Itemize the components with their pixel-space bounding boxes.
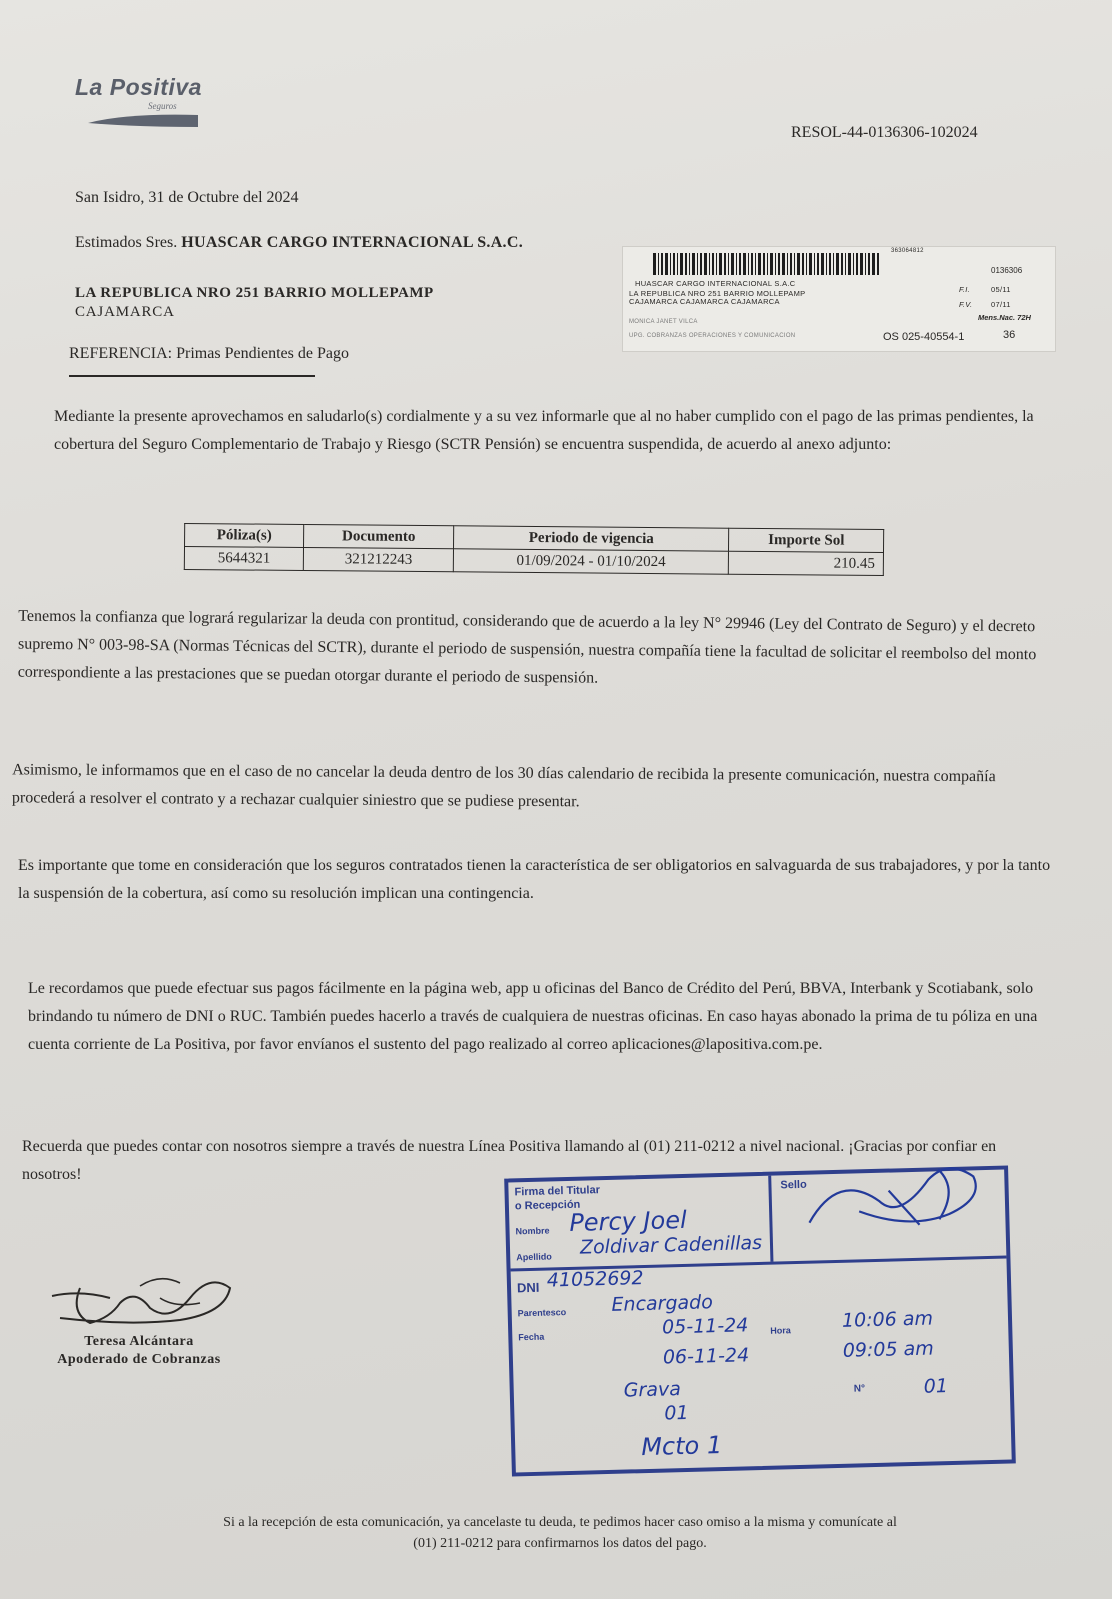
stamp-nombre-label: Nombre — [515, 1225, 550, 1237]
stamp-hora-label: Hora — [770, 1325, 791, 1336]
label-fv-value: 07/11 — [991, 300, 1011, 309]
stamp-divider — [768, 1176, 773, 1262]
label-fi-label: F.I. — [959, 285, 971, 294]
stamp-apellido-value: Zoldivar Cadenillas — [579, 1231, 763, 1259]
stamp-dni-label: DNI — [516, 1279, 540, 1296]
footer-line-2: (01) 211-0212 para confirmarnos los datos del pago. — [413, 1536, 707, 1551]
cell-documento: 321212243 — [304, 547, 454, 571]
stamp-misc-1: Grava — [623, 1378, 682, 1402]
label-fi-value: 05/11 — [991, 285, 1011, 294]
stamp-recepcion-label: o Recepción — [514, 1198, 581, 1213]
paragraph-5: Le recordamos que puede efectuar sus pagos fácilmente en la página web, app u oficinas del Banco de Crédito del Perú, BBVA, Interbank y Scotiabank, solo brindando tu número de DNI o RUC. También puedes hacerlo a través de cualquiera de nuestras oficinas. En caso hayas abonado la prima de tu póliza en una cuenta corriente de La Positiva, por favor envíanos el sustento del pago realizado al correo aplicaciones@lapositiva.com.pe. — [28, 980, 1038, 1053]
stamp-sello-label: Sello — [780, 1178, 807, 1192]
mailing-label — [622, 246, 1056, 352]
label-tiny-code: 363064812 — [891, 248, 924, 254]
stamp-hora-2: 09:05 am — [842, 1337, 935, 1362]
resolution-number: RESOL-44-0136306-102024 — [791, 124, 978, 141]
logo-swoosh-icon — [86, 109, 202, 131]
signer-block — [24, 1333, 254, 1369]
handwritten-signature-icon — [40, 1268, 240, 1332]
col-documento: Documento — [304, 524, 454, 548]
greeting-prefix: Estimados Sres. — [75, 234, 178, 251]
reference-line: REFERENCIA: Primas Pendientes de Pago — [69, 345, 349, 362]
cell-poliza: 5644321 — [184, 546, 303, 570]
col-poliza: Póliza(s) — [185, 523, 304, 547]
company-logo: La Positiva — [75, 74, 202, 100]
col-importe: Importe Sol — [729, 528, 884, 552]
reference-underline — [69, 375, 315, 377]
paragraph-3: Asimismo, le informamos que en el caso de no cancelar la deuda dentro de los 30 días calendario de recibida la presente comunicación, nuestra compañía procederá a resolver el contrato y a rechazar cualquier siniestro que se pudiese presentar. — [11, 761, 996, 811]
stamp-fecha-2: 06-11-24 — [662, 1344, 750, 1369]
stamp-dni-value: 41052692 — [546, 1267, 644, 1292]
letter-date: San Isidro, 31 de Octubre del 2024 — [75, 189, 299, 206]
label-department: UPG. COBRANZAS OPERACIONES Y COMUNICACION — [629, 333, 796, 339]
col-periodo: Periodo de vigencia — [454, 526, 730, 551]
signer-title: Apoderado de Cobranzas — [57, 1352, 221, 1367]
paragraph-4: Es importante que tome en consideración que los seguros contratados tienen la característica de ser obligatorios en salvaguarda de sus trabajadores, y por la tanto la suspensión de la cobertura, así como su resolución implican una contingencia. — [18, 857, 1051, 902]
stamp-n-value: 01 — [923, 1375, 949, 1398]
stamp-parentesco-value: Encargado — [611, 1291, 714, 1316]
stamp-parentesco-label: Parentesco — [517, 1307, 567, 1319]
table-row — [184, 546, 883, 575]
stamp-misc-2: 01 — [664, 1401, 689, 1425]
stamp-apellido-label: Apellido — [516, 1251, 552, 1263]
greeting — [75, 234, 523, 252]
signer-name: Teresa Alcántara — [84, 1334, 194, 1349]
label-address-1: LA REPUBLICA NRO 251 BARRIO MOLLEPAMP — [629, 289, 806, 298]
footer-line-1: Si a la recepción de esta comunicación, ya cancelaste tu deuda, te pedimos hacer caso omiso a la misma y comunícate al — [223, 1515, 897, 1530]
stamp-nombre-value: Percy Joel — [569, 1205, 688, 1237]
address-line-1: LA REPUBLICA NRO 251 BARRIO MOLLEPAMP — [75, 285, 434, 301]
stamp-n-label: N° — [853, 1383, 866, 1395]
paragraph-1: Mediante la presente aprovechamos en saludarlo(s) cordialmente y a su vez informarle que al no haber cumplido con el pago de las primas pendientes, la cobertura del Seguro Complementario de Trabajo y Riesgo (SCTR Pensión) se encuentra suspendida, de acuerdo al anexo adjunto: — [54, 408, 1034, 453]
address-line-2: CAJAMARCA — [75, 304, 175, 320]
stamp-fecha-label: Fecha — [518, 1331, 545, 1343]
recipient-company: HUASCAR CARGO INTERNACIONAL S.A.C. — [181, 234, 524, 251]
label-recipient: HUASCAR CARGO INTERNACIONAL S.A.C — [635, 279, 796, 288]
reception-stamp — [504, 1165, 1016, 1476]
label-fv-label: F.V. — [959, 300, 973, 309]
label-address-2: CAJAMARCA CAJAMARCA CAJAMARCA — [629, 297, 780, 306]
label-barcode-number: 0136306 — [991, 266, 1023, 275]
label-mens: Mens.Nac. 72H — [978, 313, 1031, 322]
label-contact: MONICA JANET VILCA — [629, 319, 698, 325]
stamp-fecha-1: 05-11-24 — [661, 1314, 749, 1339]
paragraph-6: Recuerda que puedes contar con nosotros siempre a través de nuestra Línea Positiva llamando al (01) 211-0212 a nivel nacional. ¡Gracias por confiar en nosotros! — [22, 1138, 997, 1183]
policy-table — [184, 523, 884, 576]
barcode-icon — [653, 253, 879, 275]
logo-subtitle: Seguros — [148, 101, 177, 111]
stamp-signature-icon — [798, 1158, 990, 1243]
stamp-hora-1: 10:06 am — [841, 1307, 934, 1332]
label-os-number: OS 025-40554-1 — [883, 331, 965, 343]
cell-importe: 210.45 — [729, 551, 884, 575]
label-count: 36 — [1003, 329, 1016, 341]
stamp-firma-label: Firma del Titular — [514, 1184, 601, 1199]
stamp-misc-3: Mcto 1 — [640, 1431, 723, 1462]
cell-periodo: 01/09/2024 - 01/10/2024 — [453, 549, 729, 574]
footer-note — [150, 1512, 970, 1554]
paragraph-2: Tenemos la confianza que logrará regularizar la deuda con prontitud, considerando que de acuerdo a la ley N° 29946 (Ley del Contrato de Seguro) y el decreto supremo N° 003-98-SA (Normas Técnicas del SCTR), durante el periodo de suspensión, nuestra compañía tiene la facultad de solicitar el reembolso del monto correspondiente a las prestaciones que se puedan otorgar durante el periodo de suspensión. — [17, 607, 1037, 687]
